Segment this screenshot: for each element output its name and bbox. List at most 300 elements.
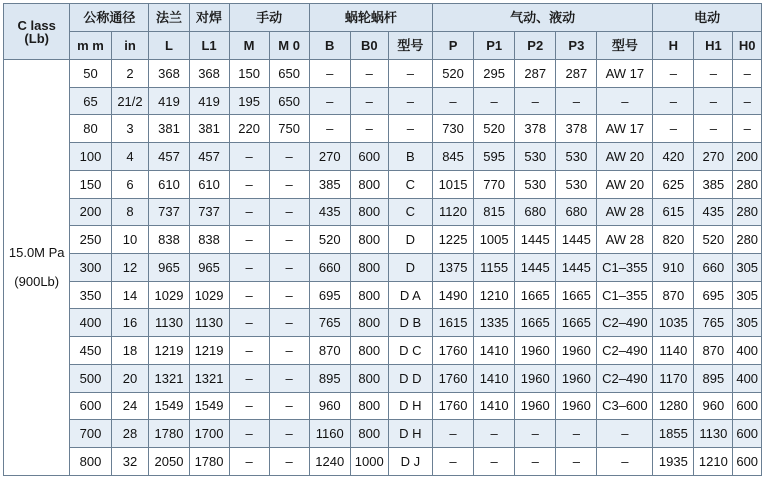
cell-p: 1760	[432, 364, 473, 392]
cell-pneumatic-model: –	[597, 87, 653, 115]
cell-in: 6	[111, 170, 149, 198]
cell-b: 960	[309, 392, 350, 420]
cell-p1: 1410	[474, 392, 515, 420]
cell-mm: 80	[70, 115, 111, 143]
cell-h: –	[653, 60, 694, 88]
cell-b0: 800	[350, 198, 388, 226]
cell-h1: 895	[694, 364, 733, 392]
cell-m: 150	[229, 60, 269, 88]
cell-worm-model: C	[388, 198, 432, 226]
table-row	[4, 60, 762, 88]
cell-p: 520	[432, 60, 473, 88]
cell-p2: 530	[515, 143, 556, 171]
cell-pneumatic-model: C1–355	[597, 254, 653, 282]
cell-p3: 530	[556, 143, 597, 171]
cell-h0: 600	[733, 420, 762, 448]
cell-l1: 737	[189, 198, 229, 226]
class-pressure: 15.0M Pa	[8, 245, 65, 261]
cell-b0: 800	[350, 226, 388, 254]
cell-mm: 700	[70, 420, 111, 448]
class-header	[4, 4, 70, 60]
cell-m: –	[229, 309, 269, 337]
cell-b: 765	[309, 309, 350, 337]
cell-in: 16	[111, 309, 149, 337]
cell-pneumatic-model: AW 28	[597, 226, 653, 254]
cell-p: –	[432, 87, 473, 115]
cell-h: –	[653, 115, 694, 143]
cell-l: 1029	[149, 281, 189, 309]
cell-b: 1160	[309, 420, 350, 448]
cell-p2: 287	[515, 60, 556, 88]
cell-m: –	[229, 448, 269, 476]
cell-l1: 1029	[189, 281, 229, 309]
cell-worm-model: D H	[388, 392, 432, 420]
cell-l: 1780	[149, 420, 189, 448]
valve-dimension-table	[3, 3, 762, 476]
cell-p1: –	[474, 420, 515, 448]
cell-pneumatic-model: –	[597, 420, 653, 448]
cell-worm-model: –	[388, 87, 432, 115]
cell-p2: 1665	[515, 281, 556, 309]
header-row-groups	[4, 4, 762, 32]
worm-gear-header: 蜗轮蜗杆	[309, 4, 432, 32]
cell-h1: 270	[694, 143, 733, 171]
table-row	[4, 170, 762, 198]
class-unit: (Lb)	[24, 30, 49, 46]
col-b: B	[309, 32, 350, 60]
col-p1: P1	[474, 32, 515, 60]
cell-pneumatic-model: AW 20	[597, 170, 653, 198]
cell-h0: 200	[733, 143, 762, 171]
cell-b: 1240	[309, 448, 350, 476]
cell-b0: 600	[350, 143, 388, 171]
cell-pneumatic-model: AW 20	[597, 143, 653, 171]
cell-l: 368	[149, 60, 189, 88]
cell-pneumatic-model: –	[597, 448, 653, 476]
cell-l1: 610	[189, 170, 229, 198]
cell-m: –	[229, 170, 269, 198]
cell-h0: –	[733, 87, 762, 115]
cell-h: 910	[653, 254, 694, 282]
cell-l: 965	[149, 254, 189, 282]
cell-m0: –	[269, 170, 309, 198]
table-row	[4, 309, 762, 337]
table-row	[4, 143, 762, 171]
col-pneumatic-model: 型号	[597, 32, 653, 60]
cell-m0: –	[269, 420, 309, 448]
cell-mm: 500	[70, 364, 111, 392]
cell-mm: 150	[70, 170, 111, 198]
cell-b0: 800	[350, 420, 388, 448]
table-row	[4, 281, 762, 309]
col-p2: P2	[515, 32, 556, 60]
cell-p1: 595	[474, 143, 515, 171]
cell-b: 435	[309, 198, 350, 226]
cell-h: 820	[653, 226, 694, 254]
table-row	[4, 392, 762, 420]
cell-b0: –	[350, 87, 388, 115]
cell-h: 870	[653, 281, 694, 309]
cell-h1: –	[694, 60, 733, 88]
cell-p: 1490	[432, 281, 473, 309]
col-worm-model: 型号	[388, 32, 432, 60]
cell-worm-model: D A	[388, 281, 432, 309]
cell-l1: 1321	[189, 364, 229, 392]
cell-worm-model: D J	[388, 448, 432, 476]
cell-worm-model: D C	[388, 337, 432, 365]
cell-m: 195	[229, 87, 269, 115]
cell-h1: 1130	[694, 420, 733, 448]
cell-l1: 1130	[189, 309, 229, 337]
cell-pneumatic-model: AW 17	[597, 60, 653, 88]
cell-pneumatic-model: C2–490	[597, 337, 653, 365]
cell-p2: 1445	[515, 254, 556, 282]
cell-p3: –	[556, 448, 597, 476]
table-row	[4, 226, 762, 254]
cell-mm: 100	[70, 143, 111, 171]
table-body	[4, 60, 762, 476]
cell-h: 1170	[653, 364, 694, 392]
cell-l: 1219	[149, 337, 189, 365]
cell-h: –	[653, 87, 694, 115]
cell-l: 1321	[149, 364, 189, 392]
manual-header: 手动	[229, 4, 309, 32]
cell-mm: 600	[70, 392, 111, 420]
cell-p1: 1335	[474, 309, 515, 337]
cell-p: 1015	[432, 170, 473, 198]
cell-b: 870	[309, 337, 350, 365]
cell-m0: 750	[269, 115, 309, 143]
pneumatic-hydraulic-header: 气动、液动	[432, 4, 652, 32]
cell-p3: 1665	[556, 281, 597, 309]
cell-l1: 1780	[189, 448, 229, 476]
cell-m: –	[229, 281, 269, 309]
cell-l: 1130	[149, 309, 189, 337]
cell-h1: 765	[694, 309, 733, 337]
cell-mm: 400	[70, 309, 111, 337]
cell-mm: 300	[70, 254, 111, 282]
cell-p3: –	[556, 87, 597, 115]
cell-in: 3	[111, 115, 149, 143]
cell-h: 1280	[653, 392, 694, 420]
cell-b: 270	[309, 143, 350, 171]
cell-h0: 600	[733, 392, 762, 420]
cell-h1: 435	[694, 198, 733, 226]
butt-weld-header: 对焊	[189, 4, 229, 32]
table-row	[4, 364, 762, 392]
cell-pneumatic-model: C2–490	[597, 309, 653, 337]
col-mm: m m	[70, 32, 111, 60]
cell-p2: –	[515, 448, 556, 476]
table-row	[4, 198, 762, 226]
class-label: C lass	[17, 17, 56, 33]
cell-p2: 530	[515, 170, 556, 198]
cell-pneumatic-model: C3–600	[597, 392, 653, 420]
cell-p: 1760	[432, 337, 473, 365]
cell-m0: –	[269, 281, 309, 309]
cell-p1: 770	[474, 170, 515, 198]
cell-h: 1140	[653, 337, 694, 365]
cell-p2: 378	[515, 115, 556, 143]
cell-in: 32	[111, 448, 149, 476]
cell-h1: 1210	[694, 448, 733, 476]
cell-h1: 870	[694, 337, 733, 365]
cell-p1: –	[474, 87, 515, 115]
cell-m0: –	[269, 198, 309, 226]
cell-p: –	[432, 448, 473, 476]
cell-b: 520	[309, 226, 350, 254]
cell-m0: –	[269, 254, 309, 282]
cell-in: 8	[111, 198, 149, 226]
cell-p2: –	[515, 420, 556, 448]
cell-worm-model: D	[388, 254, 432, 282]
cell-b0: 800	[350, 309, 388, 337]
cell-m0: –	[269, 392, 309, 420]
cell-p2: 1960	[515, 392, 556, 420]
cell-in: 21/2	[111, 87, 149, 115]
cell-p: 1615	[432, 309, 473, 337]
cell-p: 1760	[432, 392, 473, 420]
cell-h0: 400	[733, 337, 762, 365]
table-row	[4, 337, 762, 365]
cell-l: 737	[149, 198, 189, 226]
cell-b: 695	[309, 281, 350, 309]
cell-l: 1549	[149, 392, 189, 420]
cell-p1: 1210	[474, 281, 515, 309]
cell-h0: –	[733, 115, 762, 143]
cell-pneumatic-model: AW 17	[597, 115, 653, 143]
cell-p3: 680	[556, 198, 597, 226]
cell-in: 18	[111, 337, 149, 365]
cell-p: 1225	[432, 226, 473, 254]
cell-worm-model: D	[388, 226, 432, 254]
cell-p1: 1005	[474, 226, 515, 254]
class-lb: (900Lb)	[14, 273, 60, 289]
cell-m0: –	[269, 337, 309, 365]
nominal-diameter-header: 公称通径	[70, 4, 149, 32]
class-spacer	[4, 263, 69, 273]
cell-l: 419	[149, 87, 189, 115]
cell-b: 660	[309, 254, 350, 282]
col-h1: H1	[694, 32, 733, 60]
cell-in: 12	[111, 254, 149, 282]
cell-b0: 800	[350, 364, 388, 392]
cell-p3: 378	[556, 115, 597, 143]
table-header	[4, 4, 762, 60]
cell-worm-model: –	[388, 60, 432, 88]
cell-p2: 1960	[515, 337, 556, 365]
cell-m0: –	[269, 226, 309, 254]
cell-m: –	[229, 143, 269, 171]
cell-p3: 1960	[556, 364, 597, 392]
cell-m: –	[229, 337, 269, 365]
cell-p: 1375	[432, 254, 473, 282]
cell-p3: –	[556, 420, 597, 448]
cell-m: –	[229, 392, 269, 420]
cell-h: 615	[653, 198, 694, 226]
cell-b0: –	[350, 115, 388, 143]
cell-b: 385	[309, 170, 350, 198]
col-h0: H0	[733, 32, 762, 60]
cell-worm-model: D H	[388, 420, 432, 448]
cell-l: 2050	[149, 448, 189, 476]
cell-h0: 305	[733, 281, 762, 309]
class-value-cell	[4, 60, 70, 476]
cell-l1: 1549	[189, 392, 229, 420]
table-row	[4, 420, 762, 448]
cell-l1: 368	[189, 60, 229, 88]
cell-mm: 450	[70, 337, 111, 365]
col-m: M	[229, 32, 269, 60]
cell-l1: 381	[189, 115, 229, 143]
col-p: P	[432, 32, 473, 60]
cell-l1: 838	[189, 226, 229, 254]
cell-in: 24	[111, 392, 149, 420]
col-l: L	[149, 32, 189, 60]
cell-p3: 1960	[556, 392, 597, 420]
cell-l1: 419	[189, 87, 229, 115]
cell-p1: 520	[474, 115, 515, 143]
cell-b0: 800	[350, 170, 388, 198]
cell-p2: 1960	[515, 364, 556, 392]
cell-p: 845	[432, 143, 473, 171]
cell-m0: –	[269, 143, 309, 171]
cell-in: 20	[111, 364, 149, 392]
cell-m0: –	[269, 364, 309, 392]
cell-h: 1935	[653, 448, 694, 476]
cell-worm-model: D B	[388, 309, 432, 337]
cell-h0: 305	[733, 309, 762, 337]
cell-h: 625	[653, 170, 694, 198]
cell-in: 28	[111, 420, 149, 448]
cell-l: 457	[149, 143, 189, 171]
cell-p1: 295	[474, 60, 515, 88]
col-l1: L1	[189, 32, 229, 60]
table-row	[4, 254, 762, 282]
header-row-columns	[4, 32, 762, 60]
cell-p1: 1410	[474, 337, 515, 365]
cell-m0: 650	[269, 87, 309, 115]
cell-m: –	[229, 364, 269, 392]
cell-pneumatic-model: C2–490	[597, 364, 653, 392]
cell-p2: –	[515, 87, 556, 115]
cell-m: –	[229, 420, 269, 448]
cell-l1: 1700	[189, 420, 229, 448]
cell-b: –	[309, 60, 350, 88]
cell-b0: –	[350, 60, 388, 88]
cell-l: 610	[149, 170, 189, 198]
cell-b0: 800	[350, 281, 388, 309]
col-in: in	[111, 32, 149, 60]
cell-h1: –	[694, 115, 733, 143]
cell-in: 10	[111, 226, 149, 254]
cell-p3: 530	[556, 170, 597, 198]
cell-h: 1035	[653, 309, 694, 337]
flange-header: 法兰	[149, 4, 189, 32]
table-row	[4, 115, 762, 143]
table-row	[4, 448, 762, 476]
cell-mm: 800	[70, 448, 111, 476]
cell-mm: 350	[70, 281, 111, 309]
cell-worm-model: B	[388, 143, 432, 171]
cell-m: –	[229, 198, 269, 226]
cell-l: 838	[149, 226, 189, 254]
cell-b: 895	[309, 364, 350, 392]
cell-b: –	[309, 87, 350, 115]
cell-p2: 680	[515, 198, 556, 226]
cell-h0: 280	[733, 198, 762, 226]
cell-h0: –	[733, 60, 762, 88]
cell-m0: 650	[269, 60, 309, 88]
cell-p1: –	[474, 448, 515, 476]
cell-in: 4	[111, 143, 149, 171]
cell-l: 381	[149, 115, 189, 143]
cell-h1: 520	[694, 226, 733, 254]
cell-p1: 1410	[474, 364, 515, 392]
cell-mm: 50	[70, 60, 111, 88]
cell-h1: 660	[694, 254, 733, 282]
cell-b0: 800	[350, 254, 388, 282]
cell-pneumatic-model: C1–355	[597, 281, 653, 309]
cell-p1: 1155	[474, 254, 515, 282]
cell-h: 420	[653, 143, 694, 171]
cell-p: –	[432, 420, 473, 448]
col-m0: M 0	[269, 32, 309, 60]
cell-b0: 800	[350, 337, 388, 365]
cell-p: 730	[432, 115, 473, 143]
cell-in: 2	[111, 60, 149, 88]
cell-h0: 305	[733, 254, 762, 282]
cell-p2: 1665	[515, 309, 556, 337]
cell-b0: 800	[350, 392, 388, 420]
cell-m: –	[229, 226, 269, 254]
cell-h1: 385	[694, 170, 733, 198]
cell-h0: 280	[733, 226, 762, 254]
cell-mm: 250	[70, 226, 111, 254]
cell-worm-model: D D	[388, 364, 432, 392]
cell-m0: –	[269, 309, 309, 337]
cell-in: 14	[111, 281, 149, 309]
cell-l1: 965	[189, 254, 229, 282]
table-row	[4, 87, 762, 115]
cell-mm: 65	[70, 87, 111, 115]
electric-header: 电动	[653, 4, 762, 32]
cell-p: 1120	[432, 198, 473, 226]
cell-mm: 200	[70, 198, 111, 226]
cell-h1: 695	[694, 281, 733, 309]
cell-l1: 1219	[189, 337, 229, 365]
cell-p1: 815	[474, 198, 515, 226]
cell-h0: 280	[733, 170, 762, 198]
cell-p3: 1960	[556, 337, 597, 365]
cell-h0: 600	[733, 448, 762, 476]
cell-m: –	[229, 254, 269, 282]
cell-p3: 1445	[556, 254, 597, 282]
cell-h1: –	[694, 87, 733, 115]
cell-p3: 1665	[556, 309, 597, 337]
cell-worm-model: C	[388, 170, 432, 198]
col-b0: B0	[350, 32, 388, 60]
cell-l1: 457	[189, 143, 229, 171]
valve-dimension-table-container	[3, 3, 762, 476]
cell-p3: 1445	[556, 226, 597, 254]
cell-b: –	[309, 115, 350, 143]
col-p3: P3	[556, 32, 597, 60]
cell-m0: –	[269, 448, 309, 476]
cell-p2: 1445	[515, 226, 556, 254]
cell-h1: 960	[694, 392, 733, 420]
cell-pneumatic-model: AW 28	[597, 198, 653, 226]
